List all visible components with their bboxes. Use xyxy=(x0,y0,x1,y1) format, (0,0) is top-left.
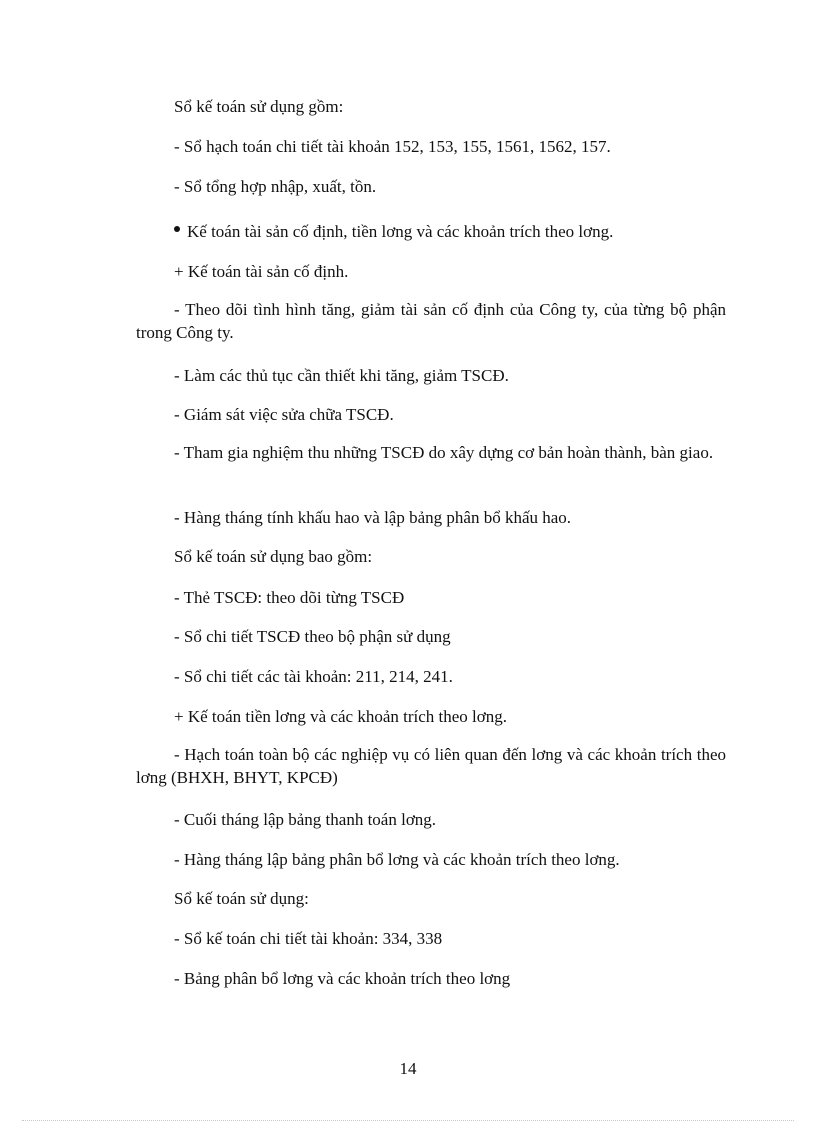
paragraph-ledger-used: Sổ kế toán sử dụng bao gồm: xyxy=(174,547,373,566)
footer-divider xyxy=(22,1120,794,1121)
list-item: - Thẻ TSCĐ: theo dõi từng TSCĐ xyxy=(174,588,405,607)
list-item: - Giám sát việc sửa chữa TSCĐ. xyxy=(174,405,394,424)
bullet-icon xyxy=(174,226,180,232)
list-item: - Làm các thủ tục cần thiết khi tăng, giảm TSCĐ. xyxy=(174,366,509,385)
list-item: - Hàng tháng tính khấu hao và lập bảng phân bổ khấu hao. xyxy=(174,508,572,527)
paragraph-salary-accounting: - Hạch toán toàn bộ các nghiệp vụ có liên quan đến lơng và các khoản trích theo lơng (BHXH, BHYT, KPCĐ) xyxy=(136,745,726,787)
list-item: - Bảng phân bổ lơng và các khoản trích theo lơng xyxy=(174,969,511,988)
page-number: 14 xyxy=(399,1059,417,1078)
paragraph-acceptance: - Tham gia nghiệm thu những TSCĐ do xây dựng cơ bản hoàn thành, bàn giao. xyxy=(174,443,714,462)
list-item: - Sổ chi tiết các tài khoản: 211, 214, 241. xyxy=(174,667,453,686)
list-item: - Sổ hạch toán chi tiết tài khoản 152, 153, 155, 1561, 1562, 157. xyxy=(174,137,611,156)
bullet-heading-fixed-assets-salary xyxy=(174,221,613,243)
list-item: - Hàng tháng lập bảng phân bổ lơng và các khoản trích theo lơng. xyxy=(174,850,620,869)
paragraph-ledger-used: Sổ kế toán sử dụng: xyxy=(174,889,309,908)
list-item: - Sổ kế toán chi tiết tài khoản: 334, 338 xyxy=(174,929,443,948)
section-heading-salary: + Kế toán tiền lơng và các khoản trích theo lơng. xyxy=(174,707,507,726)
list-item: - Cuối tháng lập bảng thanh toán lơng. xyxy=(174,810,437,829)
list-item: - Sổ chi tiết TSCĐ theo bộ phận sử dụng xyxy=(174,627,451,646)
paragraph-ledger-used: Sổ kế toán sử dụng gồm: xyxy=(174,97,344,116)
section-heading-fixed-assets: + Kế toán tài sản cố định. xyxy=(174,262,349,281)
bullet-heading-text: Kế toán tài sản cố định, tiền lơng và các khoản trích theo lơng. xyxy=(187,222,614,241)
paragraph-tracking-assets: - Theo dõi tình hình tăng, giảm tài sản cố định của Công ty, của từng bộ phận trong Công ty. xyxy=(136,300,726,342)
list-item: - Sổ tổng hợp nhập, xuất, tồn. xyxy=(174,177,377,196)
